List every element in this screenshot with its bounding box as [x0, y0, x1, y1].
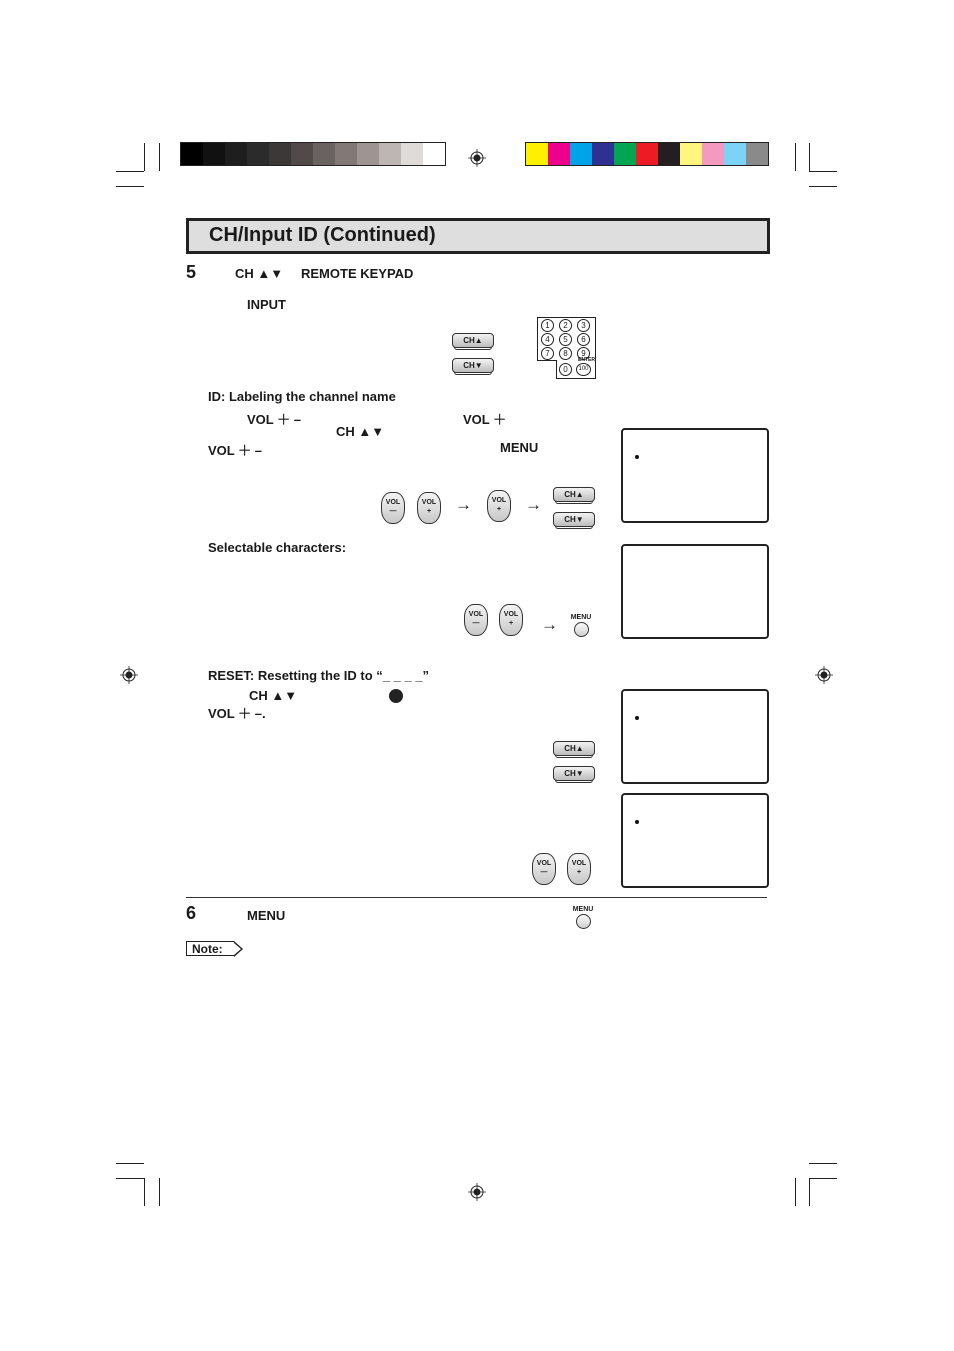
- ch-down-button[interactable]: CH▼: [553, 512, 595, 527]
- keypad-enter-label: ENTER: [578, 357, 595, 363]
- keypad-key[interactable]: 3: [577, 319, 590, 332]
- keypad-key[interactable]: 6: [577, 333, 590, 346]
- cursor-dot: [635, 455, 639, 459]
- color-swatch: [526, 143, 548, 165]
- step-number: 6: [186, 903, 197, 923]
- crop-mark: [809, 1178, 837, 1179]
- arrow-icon: →: [541, 615, 558, 634]
- id-heading: ID: Labeling the channel name: [208, 389, 396, 404]
- tv-screen: [621, 544, 769, 639]
- bullet-dot-icon: [389, 689, 403, 703]
- grayscale-bar: [180, 142, 446, 166]
- ch-down-button[interactable]: CH▼: [553, 766, 595, 781]
- color-swatch: [724, 143, 746, 165]
- ch-up-button[interactable]: CH▲: [452, 333, 494, 348]
- menu-button[interactable]: MENU: [567, 614, 595, 637]
- menu-label: MENU: [247, 908, 286, 923]
- selectable-heading: Selectable characters:: [208, 540, 347, 555]
- vol-plus-minus-label: VOL ＋ –.: [208, 706, 266, 721]
- vol-minus-button[interactable]: VOL —: [381, 492, 405, 524]
- color-swatch: [592, 143, 614, 165]
- keypad-notch: [537, 360, 557, 379]
- gray-swatch: [269, 143, 291, 165]
- ch-up-button[interactable]: CH▲: [553, 741, 595, 756]
- gray-swatch: [401, 143, 423, 165]
- tv-screen: [621, 793, 769, 888]
- gray-swatch: [247, 143, 269, 165]
- arrow-icon: →: [525, 495, 542, 514]
- step-number: 5: [186, 262, 197, 282]
- crop-mark: [795, 1178, 796, 1206]
- color-bar: [525, 142, 769, 166]
- cursor-dot: [635, 820, 639, 824]
- crop-mark: [809, 1163, 837, 1164]
- crop-mark: [144, 143, 145, 171]
- keypad-key[interactable]: 8: [559, 347, 572, 360]
- crop-mark: [144, 1178, 145, 1206]
- gray-swatch: [423, 143, 445, 165]
- crop-mark: [809, 143, 810, 171]
- crop-mark: [116, 186, 144, 187]
- menu-label: MENU: [500, 440, 539, 455]
- crop-mark: [809, 186, 837, 187]
- note-tag: Note:: [186, 941, 234, 956]
- vol-plus-button[interactable]: VOL +: [567, 853, 591, 885]
- input-label: INPUT: [247, 297, 286, 312]
- registration-mark-icon: [468, 149, 486, 167]
- ch-updown-label: CH ▲▼: [249, 688, 298, 703]
- gray-swatch: [313, 143, 335, 165]
- page-title: CH/Input ID (Continued): [209, 224, 436, 246]
- crop-mark: [116, 1163, 144, 1164]
- color-swatch: [570, 143, 592, 165]
- vol-plus-minus-label: VOL ＋ –: [208, 443, 262, 458]
- ch-up-button[interactable]: CH▲: [553, 487, 595, 502]
- tv-screen: [621, 428, 769, 523]
- keypad-key[interactable]: 1: [541, 319, 554, 332]
- keypad-key[interactable]: 9: [577, 347, 590, 360]
- gray-swatch: [181, 143, 203, 165]
- vol-plus-button[interactable]: VOL +: [499, 604, 523, 636]
- keypad-key[interactable]: 7: [541, 347, 554, 360]
- vol-plus-button[interactable]: VOL +: [417, 492, 441, 524]
- title-box: [186, 218, 770, 254]
- color-swatch: [702, 143, 724, 165]
- gray-swatch: [225, 143, 247, 165]
- tv-screen: [621, 689, 769, 784]
- gray-swatch: [335, 143, 357, 165]
- note-tag-arrow-inner: [234, 943, 241, 955]
- registration-mark-icon: [815, 666, 833, 684]
- vol-plus-label: VOL ＋: [463, 412, 507, 427]
- section-divider: [186, 897, 767, 898]
- crop-mark: [159, 1178, 160, 1206]
- color-swatch: [680, 143, 702, 165]
- keypad-key[interactable]: 5: [559, 333, 572, 346]
- remote-keypad-label: REMOTE KEYPAD: [301, 266, 414, 281]
- gray-swatch: [291, 143, 313, 165]
- ch-down-button[interactable]: CH▼: [452, 358, 494, 373]
- keypad-key[interactable]: 100: [576, 363, 591, 376]
- color-swatch: [636, 143, 658, 165]
- color-swatch: [658, 143, 680, 165]
- keypad-key[interactable]: 4: [541, 333, 554, 346]
- crop-mark: [809, 1178, 810, 1206]
- crop-mark: [116, 171, 144, 172]
- color-swatch: [746, 143, 768, 165]
- gray-swatch: [203, 143, 225, 165]
- vol-plus-button[interactable]: VOL +: [487, 490, 511, 522]
- crop-mark: [116, 1178, 144, 1179]
- cursor-dot: [635, 716, 639, 720]
- keypad-key[interactable]: 0: [559, 363, 572, 376]
- gray-swatch: [379, 143, 401, 165]
- crop-mark: [809, 171, 837, 172]
- menu-button[interactable]: MENU: [569, 906, 597, 929]
- color-swatch: [614, 143, 636, 165]
- ch-updown-label: CH ▲▼: [336, 424, 385, 439]
- arrow-icon: →: [455, 495, 472, 514]
- color-swatch: [548, 143, 570, 165]
- gray-swatch: [357, 143, 379, 165]
- crop-mark: [159, 143, 160, 171]
- vol-minus-button[interactable]: VOL —: [464, 604, 488, 636]
- registration-mark-icon: [468, 1183, 486, 1201]
- vol-minus-button[interactable]: VOL —: [532, 853, 556, 885]
- keypad-key[interactable]: 2: [559, 319, 572, 332]
- crop-mark: [795, 143, 796, 171]
- reset-heading: RESET: Resetting the ID to “_ _ _ _”: [208, 668, 430, 683]
- registration-mark-icon: [120, 666, 138, 684]
- vol-plus-minus-label: VOL ＋ –: [247, 412, 301, 427]
- ch-label: CH ▲▼: [235, 266, 284, 281]
